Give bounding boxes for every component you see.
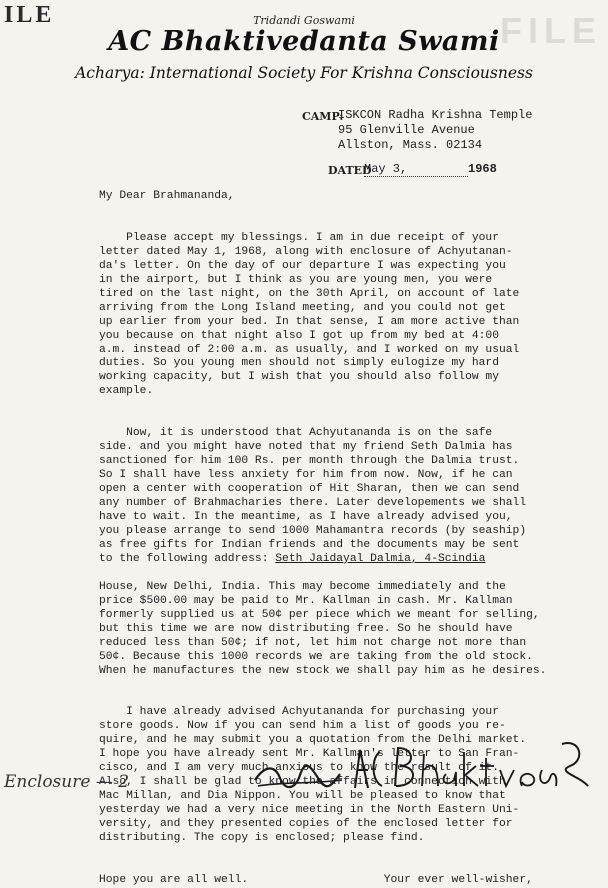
dated-label: DATED (328, 164, 372, 177)
camp-label: CAMP: (302, 110, 344, 123)
paragraph-2-text: Now, it is understood that Achyutananda is on the safe side. and you might have noted that my friend Seth Dalmia has sanctioned for him 100 Rs. per month through the Dalmia trust. So I shall have less anxiety for him from now. Now, if he can open a center with cooperation of Hit Sharan, then we can send any number of Brahmacharies there. Later developements we shall have to wait. In the meantime, as I have already advised you, you please arrange to send 1000 Mahamantra records (by seaship) as free gifts for Indian friends and the documents may be sent to the following address: (99, 427, 527, 565)
address-line: Seth Jaidayal Dalmia, 4-Scindia (275, 552, 486, 565)
signature (250, 730, 600, 800)
dated-year: 1968 (468, 162, 497, 176)
enclosure-note: Enclosure — 2 (4, 772, 130, 792)
camp-address: ISKCON Radha Krishna Temple 95 Glenville Avenue Allston, Mass. 02134 (338, 108, 533, 152)
closing-line (99, 874, 546, 888)
paragraph-3: House, New Delhi, India. This may become immediately and the price $500.00 may be paid to Mr. Kallman in cash. Mr. Kallman formerly supplied us at 50¢ per piece which we meant for selling, but this time we are now distributing free. So he should have reduced less than 50¢; if not, let him not charge not more than 50¢. Because this 1000 records we are taking from the old stock. When he manufactures the new stock we shall pay him as he desires. (99, 580, 547, 677)
valediction: Your ever well-wisher, (383, 873, 533, 886)
paragraph-4: I have already advised Achyutananda for purchasing your store goods. Now if you can send him a list of goods you re- quire, and he may submit you a quotation from the Delhi market. I hope you have already sent Mr. Kallman's letter to San Fran- cisco, and I am very much anxious to know the result of it. Also, I shall be glad to know the affairs in connection with Mac Millan, and Dia Nippon. You will be pleased to know that yesterday we had a very nice meeting in the North Eastern Uni- versity, and they presented copies of the enclosed letter for distributing. The copy is enclosed; please find. (99, 706, 527, 844)
paragraph-1: Please accept my blessings. I am in due receipt of your letter dated May 1, 1968, along with enclosure of Achyutanan- da's letter. On the day of our departure I was expecting you in the airport, but I think as you are young men, you were tired on the last night, on the 30th April, on account of late arriving from the Long Island meeting, and you could not get up earlier from your bed. In that sense, I am more active than you because on that night also I got up from my bed at 4:00 a.m. instead of 2:00 a.m. as usually, and I worked on my usual duties. So you young men should not simply eulogize my hard working capacity, but I wish that you should also follow my example. (99, 231, 520, 398)
file-stamp-ghost: FILE (500, 10, 602, 51)
letterhead-name: AC Bhaktivedanta Swami (108, 26, 500, 57)
file-mark: ILE (4, 2, 55, 28)
paragraph-2 (99, 427, 546, 567)
letterhead-org: Acharya: International Society For Krishna Consciousness (75, 64, 533, 82)
closing: Hope you are all well. (99, 873, 249, 886)
salutation: My Dear Brahmananda, (99, 190, 235, 202)
letterhead-title: Tridandi Goswami (253, 14, 355, 27)
dated-date: May 3, (364, 162, 468, 177)
